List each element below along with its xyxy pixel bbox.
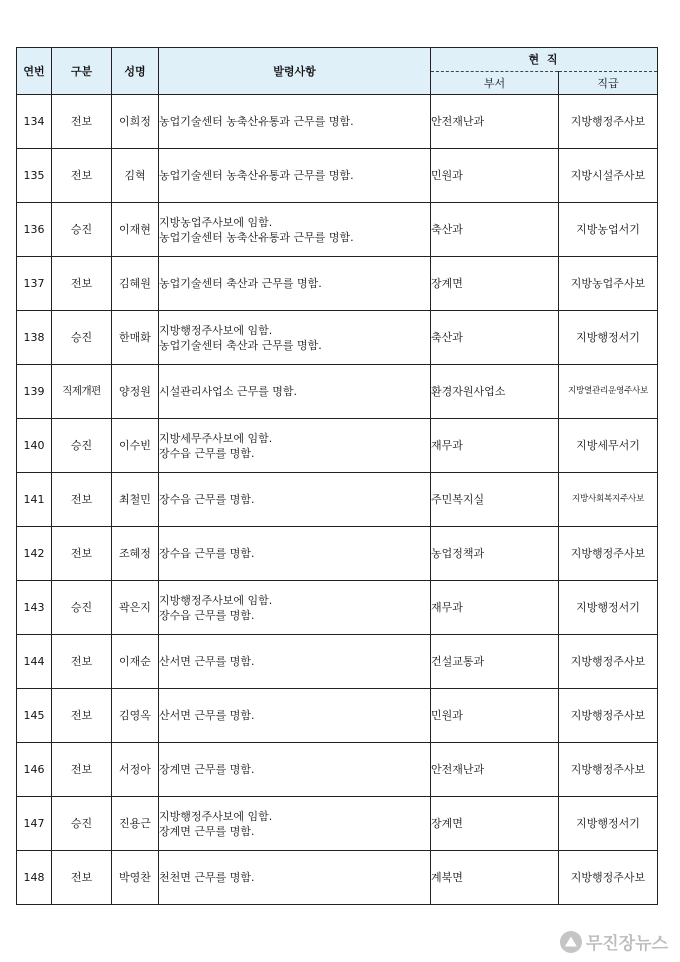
row-category: 승진 xyxy=(52,203,112,257)
row-order xyxy=(159,581,431,635)
row-grade: 지방행정주사보 xyxy=(559,635,658,689)
header-grade: 직급 xyxy=(559,72,658,95)
row-dept: 건설교통과 xyxy=(431,635,559,689)
order-line: 지방행정주사보에 임함. xyxy=(159,323,273,337)
row-category: 전보 xyxy=(52,635,112,689)
table-row xyxy=(17,635,658,689)
row-grade: 지방행정서기 xyxy=(559,581,658,635)
row-grade: 지방행정주사보 xyxy=(559,95,658,149)
row-dept: 농업정책과 xyxy=(431,527,559,581)
order-line: 농업기술센터 농축산유통과 근무를 명함. xyxy=(159,115,354,128)
row-category: 승진 xyxy=(52,311,112,365)
order-line: 시설관리사업소 근무를 명함. xyxy=(159,385,298,398)
order-line: 농업기술센터 축산과 근무를 명함. xyxy=(159,338,322,352)
row-no: 147 xyxy=(17,797,52,851)
row-dept: 민원과 xyxy=(431,689,559,743)
order-line: 장계면 근무를 명함. xyxy=(159,763,255,776)
row-name: 양정원 xyxy=(112,365,159,419)
header-dept: 부서 xyxy=(431,72,559,95)
header-order: 발령사항 xyxy=(159,48,431,95)
order-line: 산서면 근무를 명함. xyxy=(159,655,255,668)
order-line: 장계면 근무를 명함. xyxy=(159,824,255,838)
row-grade: 지방행정서기 xyxy=(559,311,658,365)
row-dept: 축산과 xyxy=(431,203,559,257)
watermark-logo-icon xyxy=(560,931,582,953)
row-name: 김혜원 xyxy=(112,257,159,311)
row-category: 전보 xyxy=(52,527,112,581)
table-body xyxy=(17,95,658,905)
table-row xyxy=(17,95,658,149)
table-row xyxy=(17,581,658,635)
row-dept: 환경자원사업소 xyxy=(431,365,559,419)
row-category: 직제개편 xyxy=(52,365,112,419)
row-grade: 지방행정서기 xyxy=(559,797,658,851)
table-row xyxy=(17,527,658,581)
row-category: 전보 xyxy=(52,95,112,149)
table-row xyxy=(17,743,658,797)
row-dept: 장계면 xyxy=(431,257,559,311)
row-category: 전보 xyxy=(52,473,112,527)
row-no: 146 xyxy=(17,743,52,797)
row-order xyxy=(159,365,431,419)
row-category: 전보 xyxy=(52,689,112,743)
row-dept: 재무과 xyxy=(431,581,559,635)
row-grade: 지방시설주사보 xyxy=(559,149,658,203)
row-dept: 민원과 xyxy=(431,149,559,203)
table-row xyxy=(17,419,658,473)
row-no: 141 xyxy=(17,473,52,527)
row-name: 최철민 xyxy=(112,473,159,527)
row-name: 김영옥 xyxy=(112,689,159,743)
row-grade: 지방사회복지주사보 xyxy=(559,473,658,527)
row-order xyxy=(159,743,431,797)
row-grade: 지방열관리운영주사보 xyxy=(559,365,658,419)
watermark-text: 무진장뉴스 xyxy=(585,934,668,954)
watermark xyxy=(560,929,668,954)
row-order xyxy=(159,419,431,473)
order-line: 지방농업주사보에 임함. xyxy=(159,215,273,229)
row-no: 139 xyxy=(17,365,52,419)
row-no: 143 xyxy=(17,581,52,635)
row-order xyxy=(159,527,431,581)
row-order xyxy=(159,149,431,203)
row-dept: 축산과 xyxy=(431,311,559,365)
table-row xyxy=(17,851,658,905)
row-category: 승진 xyxy=(52,581,112,635)
row-grade: 지방세무서기 xyxy=(559,419,658,473)
order-line: 장수읍 근무를 명함. xyxy=(159,493,255,506)
row-category: 전보 xyxy=(52,149,112,203)
table-row xyxy=(17,797,658,851)
row-no: 135 xyxy=(17,149,52,203)
header-name: 성명 xyxy=(112,48,159,95)
row-name: 한매화 xyxy=(112,311,159,365)
row-name: 김혁 xyxy=(112,149,159,203)
row-order xyxy=(159,257,431,311)
row-order xyxy=(159,95,431,149)
row-name: 조혜정 xyxy=(112,527,159,581)
row-order xyxy=(159,797,431,851)
row-grade: 지방행정주사보 xyxy=(559,689,658,743)
row-dept: 주민복지실 xyxy=(431,473,559,527)
header-no: 연번 xyxy=(17,48,52,95)
row-dept: 안전재난과 xyxy=(431,95,559,149)
row-no: 134 xyxy=(17,95,52,149)
order-line: 장수읍 근무를 명함. xyxy=(159,608,255,622)
order-line: 지방행정주사보에 임함. xyxy=(159,809,273,823)
row-no: 144 xyxy=(17,635,52,689)
order-line: 장수읍 근무를 명함. xyxy=(159,547,255,560)
row-no: 142 xyxy=(17,527,52,581)
row-name: 이재순 xyxy=(112,635,159,689)
table-row xyxy=(17,473,658,527)
table-row xyxy=(17,311,658,365)
row-name: 이희정 xyxy=(112,95,159,149)
row-category: 전보 xyxy=(52,743,112,797)
row-no: 137 xyxy=(17,257,52,311)
row-name: 이재현 xyxy=(112,203,159,257)
row-category: 승진 xyxy=(52,797,112,851)
row-grade: 지방행정주사보 xyxy=(559,527,658,581)
row-order xyxy=(159,689,431,743)
row-name: 진용근 xyxy=(112,797,159,851)
row-grade: 지방농업주사보 xyxy=(559,257,658,311)
order-line: 농업기술센터 축산과 근무를 명함. xyxy=(159,277,322,290)
table-row xyxy=(17,257,658,311)
header-present-position: 현 직 xyxy=(431,48,658,72)
table-row xyxy=(17,149,658,203)
row-category: 승진 xyxy=(52,419,112,473)
table-row xyxy=(17,365,658,419)
row-no: 148 xyxy=(17,851,52,905)
row-order xyxy=(159,311,431,365)
row-dept: 장계면 xyxy=(431,797,559,851)
row-no: 140 xyxy=(17,419,52,473)
row-order xyxy=(159,851,431,905)
header-category: 구분 xyxy=(52,48,112,95)
order-line: 농업기술센터 농축산유통과 근무를 명함. xyxy=(159,230,354,244)
row-name: 박영찬 xyxy=(112,851,159,905)
table-row xyxy=(17,689,658,743)
row-grade: 지방행정주사보 xyxy=(559,851,658,905)
row-no: 138 xyxy=(17,311,52,365)
row-name: 곽은지 xyxy=(112,581,159,635)
personnel-order-table xyxy=(16,47,658,905)
row-grade: 지방농업서기 xyxy=(559,203,658,257)
row-no: 145 xyxy=(17,689,52,743)
row-order xyxy=(159,473,431,527)
order-line: 장수읍 근무를 명함. xyxy=(159,446,255,460)
row-name: 서정아 xyxy=(112,743,159,797)
row-category: 전보 xyxy=(52,851,112,905)
row-name: 이수빈 xyxy=(112,419,159,473)
row-order xyxy=(159,203,431,257)
row-dept: 안전재난과 xyxy=(431,743,559,797)
row-dept: 재무과 xyxy=(431,419,559,473)
table-row xyxy=(17,203,658,257)
order-line: 지방행정주사보에 임함. xyxy=(159,593,273,607)
row-no: 136 xyxy=(17,203,52,257)
order-line: 산서면 근무를 명함. xyxy=(159,709,255,722)
row-category: 전보 xyxy=(52,257,112,311)
row-order xyxy=(159,635,431,689)
row-dept: 계북면 xyxy=(431,851,559,905)
order-line: 지방세무주사보에 임함. xyxy=(159,431,273,445)
row-grade: 지방행정주사보 xyxy=(559,743,658,797)
order-line: 천천면 근무를 명함. xyxy=(159,871,255,884)
order-line: 농업기술센터 농축산유통과 근무를 명함. xyxy=(159,169,354,182)
